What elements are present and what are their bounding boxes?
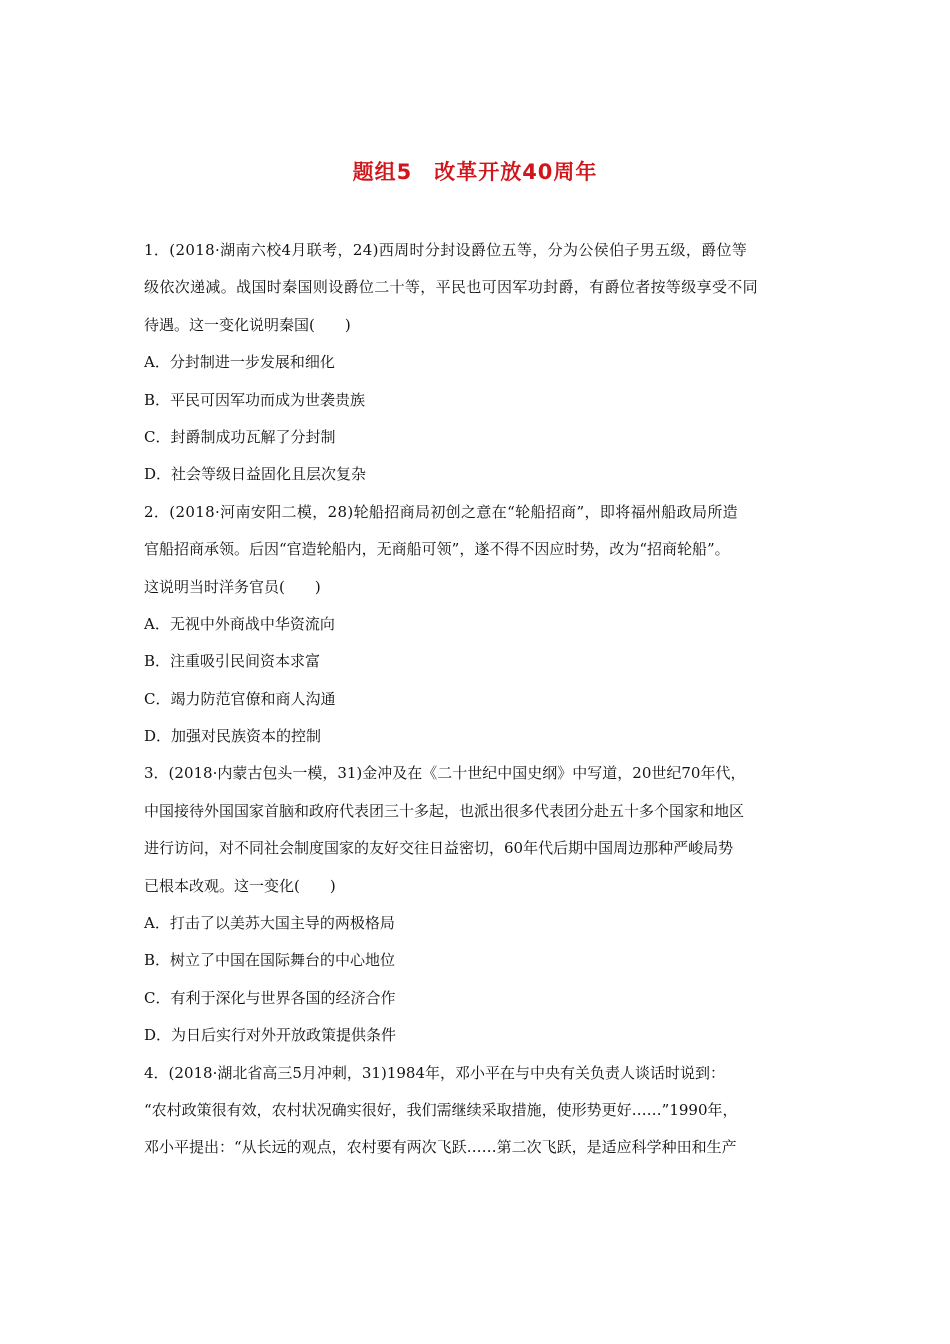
question-2 — [144, 494, 822, 756]
question-list — [144, 232, 822, 1167]
question-4-stem-line-2: “农村政策很有效，农村状况确实很好，我们需继续采取措施，使形势更好……”1990年， — [144, 1100, 738, 1119]
question-2-stem-line-1: 2．(2018·河南安阳二模，28)轮船招商局初创之意在“轮船招商”，即将福州船政局所造 — [144, 502, 739, 521]
question-3-stem-line-2: 中国接待外国国家首脑和政府代表团三十多起，也派出很多代表团分赴五十多个国家和地区 — [144, 801, 745, 820]
question-3-stem-line-1: 3．(2018·内蒙古包头一模，31)金冲及在《二十世纪中国史纲》中写道，20世纪70年代， — [144, 764, 746, 783]
question-3-stem-line-4: 已根本改观。这一变化( ) — [144, 876, 336, 895]
question-1-option-d: D．社会等级日益固化且层次复杂 — [144, 465, 367, 484]
question-2-option-c: C．竭力防范官僚和商人沟通 — [144, 689, 336, 708]
question-1-stem-line-3: 待遇。这一变化说明秦国( ) — [144, 315, 351, 334]
page-title: 题组5 改革开放40周年 — [352, 160, 598, 184]
question-4-stem-line-3: 邓小平提出：“从长远的观点，农村要有两次飞跃……第二次飞跃，是适应科学种田和生产 — [144, 1138, 737, 1157]
question-1-stem-line-2: 级依次递减。战国时秦国则设爵位二十等，平民也可因军功封爵，有爵位者按等级享受不同 — [144, 278, 759, 297]
question-4-stem-line-1: 4．(2018·湖北省高三5月冲刺，31)1984年，邓小平在与中央有关负责人谈话时说到： — [144, 1063, 725, 1082]
question-2-option-a: A．无视中外商战中华资流向 — [144, 614, 335, 633]
question-3-option-c: C．有利于深化与世界各国的经济合作 — [144, 988, 396, 1007]
question-3-stem-line-3: 进行访问，对不同社会制度国家的友好交往日益密切，60年代后期中国周边那种严峻局势 — [144, 839, 734, 858]
question-2-option-b: B．注重吸引民间资本求富 — [144, 652, 321, 671]
question-4 — [144, 1055, 822, 1167]
question-1 — [144, 232, 822, 494]
question-1-option-c: C．封爵制成功瓦解了分封制 — [144, 427, 336, 446]
question-3-option-b: B．树立了中国在国际舞台的中心地位 — [144, 951, 396, 970]
question-3-option-a: A．打击了以美苏大国主导的两极格局 — [144, 914, 395, 933]
question-3 — [144, 755, 822, 1054]
question-1-option-a: A．分封制进一步发展和细化 — [144, 353, 335, 372]
question-1-stem-line-1: 1．(2018·湖南六校4月联考，24)西周时分封设爵位五等，分为公侯伯子男五级，爵位等 — [144, 241, 748, 259]
question-1-option-b: B．平民可因军功而成为世袭贵族 — [144, 390, 366, 409]
question-2-stem-line-3: 这说明当时洋务官员( ) — [144, 577, 321, 596]
question-2-stem-line-2: 官船招商承领。后因“官造轮船内，无商船可领”，遂不得不因应时势，改为“招商轮船”。 — [144, 540, 730, 559]
question-2-option-d: D．加强对民族资本的控制 — [144, 727, 322, 746]
question-3-option-d: D．为日后实行对外开放政策提供条件 — [144, 1026, 397, 1045]
